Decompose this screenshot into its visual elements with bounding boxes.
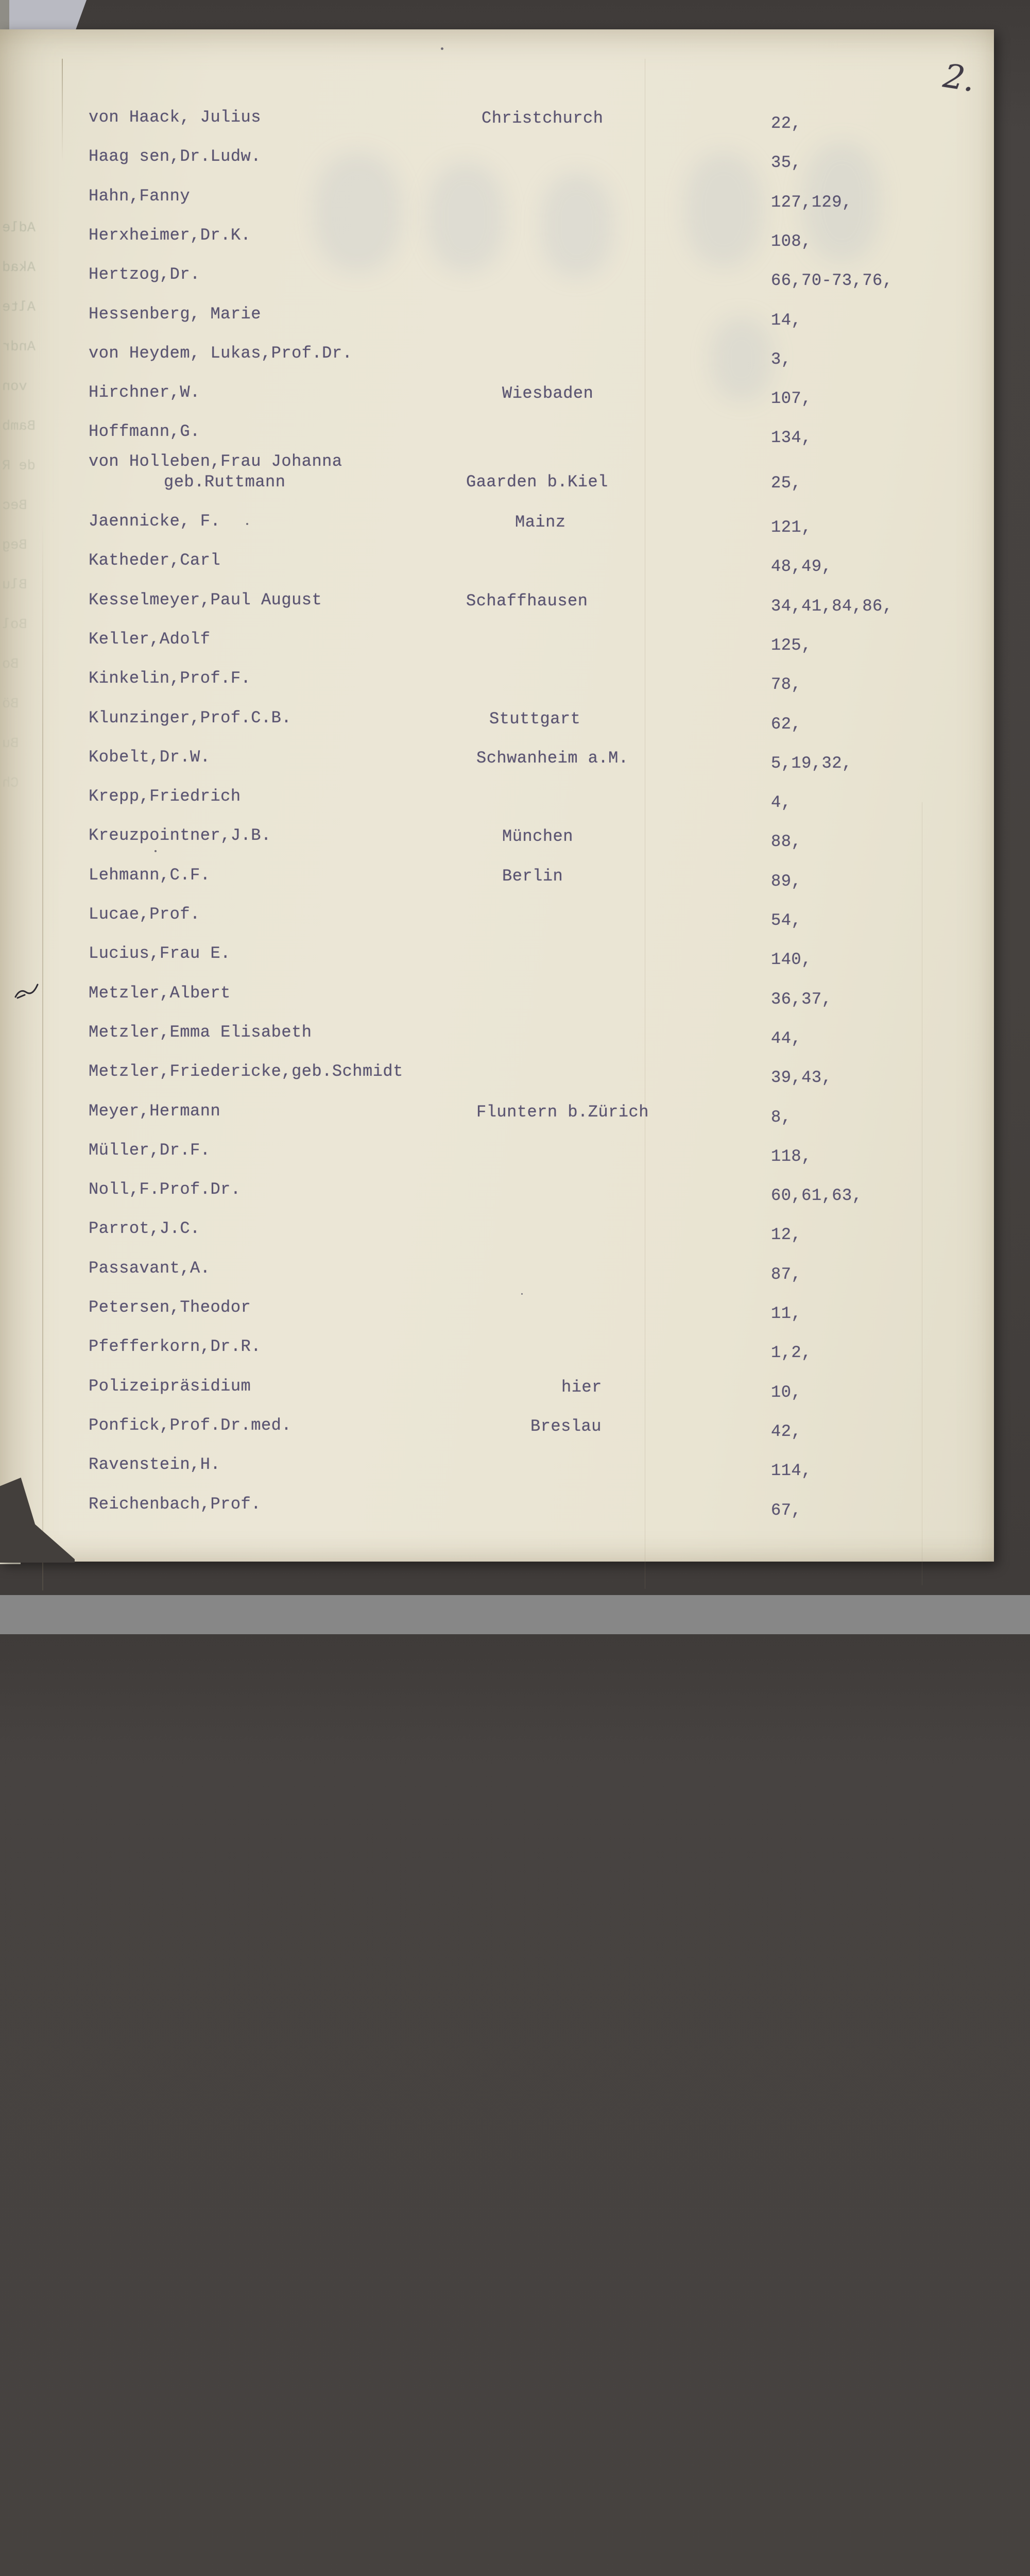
entry-name: Meyer,Hermann	[89, 1101, 221, 1121]
entry-name: Krepp,Friedrich	[89, 787, 241, 806]
bleedthrough-fragment: von	[2, 379, 27, 395]
entry-pages: 60,61,63,	[771, 1186, 863, 1206]
paper-crease	[42, 519, 43, 1590]
entry-pages: 4,	[771, 793, 792, 812]
entry-place: Wiesbaden	[502, 384, 594, 403]
entry-name: Metzler,Friedericke,geb.Schmidt	[89, 1062, 403, 1081]
entry-name: Polizeipräsidium	[89, 1376, 251, 1396]
bleedthrough-smudge	[541, 174, 613, 277]
entry-pages: 35,	[771, 153, 802, 173]
entry-place: Schaffhausen	[466, 591, 588, 611]
attribution-bar	[0, 1595, 1030, 1634]
bleedthrough-smudge	[314, 153, 402, 272]
entry-pages: 66,70-73,76,	[771, 271, 893, 291]
ink-speck	[154, 850, 157, 852]
entry-pages: 42,	[771, 1421, 802, 1441]
ink-speck	[246, 523, 248, 525]
bleedthrough-fragment: Bol	[2, 617, 27, 633]
entry-name: Hoffmann,G.	[89, 422, 200, 442]
entry-pages: 114,	[771, 1461, 812, 1481]
bleedthrough-fragment: Alte	[2, 300, 36, 315]
entry-name: Hertzog,Dr.	[89, 265, 200, 284]
entry-name: Metzler,Albert	[89, 983, 231, 1003]
entry-name: Ravenstein,H.	[89, 1455, 221, 1475]
entry-pages: 25,	[771, 473, 802, 493]
entry-pages: 3,	[771, 349, 792, 369]
entry-name: Hirchner,W.	[89, 383, 200, 402]
entry-pages: 125,	[771, 635, 812, 655]
bleedthrough-fragment: de R	[2, 459, 36, 474]
entry-name: Kinkelin,Prof.F.	[89, 669, 251, 688]
entry-name: Lucae,Prof.	[89, 905, 200, 924]
entry-pages: 67,	[771, 1500, 802, 1520]
bleedthrough-fragment: Bu	[2, 736, 19, 752]
entry-pages: 88,	[771, 832, 802, 852]
entry-name: von Holleben,Frau Johanna	[89, 452, 342, 471]
bleedthrough-fragment: Bo	[2, 657, 19, 672]
entry-name: von Haack, Julius	[89, 108, 261, 127]
entry-pages: 39,43,	[771, 1068, 832, 1088]
entry-pages: 34,41,84,86,	[771, 596, 893, 616]
entry-name: Passavant,A.	[89, 1258, 211, 1278]
entry-pages: 107,	[771, 389, 812, 409]
entry-name: Müller,Dr.F.	[89, 1140, 211, 1160]
bleedthrough-fragment: Bamb	[2, 419, 36, 434]
entry-name: Klunzinger,Prof.C.B.	[89, 708, 292, 727]
entry-place: Breslau	[530, 1416, 602, 1436]
bleedthrough-smudge	[711, 318, 772, 400]
entry-pages: 54,	[771, 911, 802, 930]
entry-name: Lucius,Frau E.	[89, 944, 231, 963]
entry-place: München	[502, 827, 573, 846]
entry-name: Kesselmeyer,Paul August	[89, 590, 322, 609]
entry-name: Kreuzpointner,J.B.	[89, 826, 271, 845]
entry-pages: 5,19,32,	[771, 753, 852, 773]
entry-name: Noll,F.Prof.Dr.	[89, 1180, 241, 1199]
entry-pages: 48,49,	[771, 557, 832, 577]
entry-pages: 62,	[771, 714, 802, 734]
entry-name: Jaennicke, F.	[89, 512, 221, 531]
bleedthrough-fragment: Bec	[2, 498, 27, 514]
bleedthrough-fragment: Ch	[2, 776, 19, 791]
entry-pages: 118,	[771, 1146, 812, 1166]
entry-pages: 36,37,	[771, 989, 832, 1009]
entry-place: hier	[561, 1377, 602, 1397]
entry-name: Hessenberg, Marie	[89, 304, 261, 324]
bleedthrough-smudge	[427, 163, 505, 272]
entry-pages: 127,129,	[771, 192, 852, 212]
entry-pages: 140,	[771, 950, 812, 970]
entry-name: Ponfick,Prof.Dr.med.	[89, 1415, 292, 1435]
entry-name: Herxheimer,Dr.K.	[89, 225, 251, 245]
entry-pages: 44,	[771, 1028, 802, 1048]
entry-name: Pfefferkorn,Dr.R.	[89, 1337, 261, 1357]
entry-pages: 87,	[771, 1264, 802, 1284]
entry-place: Fluntern b.Zürich	[476, 1102, 649, 1122]
scanned-page	[0, 29, 994, 1562]
ink-speck	[521, 1293, 523, 1295]
entry-pages: 14,	[771, 310, 802, 330]
entry-name: Petersen,Theodor	[89, 1298, 251, 1317]
entry-pages: 10,	[771, 1382, 802, 1402]
entry-pages: 8,	[771, 1107, 792, 1127]
ink-speck	[441, 47, 443, 50]
entry-name-line2: geb.Ruttmann	[164, 472, 286, 492]
entry-pages: 78,	[771, 675, 802, 694]
bleedthrough-fragment: Andr	[2, 340, 36, 355]
entry-pages: 108,	[771, 231, 812, 251]
handwritten-page-number: 2.	[940, 57, 978, 100]
ink-mark	[13, 980, 41, 1003]
entry-place: Mainz	[515, 513, 566, 532]
entry-place: Stuttgart	[489, 709, 581, 728]
entry-pages: 22,	[771, 114, 802, 133]
paper-crease	[62, 59, 63, 162]
entry-pages: 1,2,	[771, 1343, 812, 1363]
entry-name: Lehmann,C.F.	[89, 865, 211, 885]
entry-name: Katheder,Carl	[89, 551, 221, 570]
bleedthrough-fragment: Bö	[2, 697, 19, 712]
entry-name: Metzler,Emma Elisabeth	[89, 1022, 312, 1042]
entry-name: Keller,Adolf	[89, 629, 211, 649]
entry-place: Schwanheim a.M.	[476, 748, 629, 768]
entry-place: Christchurch	[482, 109, 604, 128]
entry-name: Reichenbach,Prof.	[89, 1494, 261, 1514]
bleedthrough-fragment: Beg	[2, 538, 27, 553]
entry-name: Hahn,Fanny	[89, 186, 191, 206]
entry-place: Gaarden b.Kiel	[466, 472, 608, 492]
bleedthrough-smudge	[685, 153, 762, 266]
entry-pages: 134,	[771, 428, 812, 448]
entry-name: von Heydem, Lukas,Prof.Dr.	[89, 343, 353, 363]
entry-pages: 121,	[771, 518, 812, 537]
bleedthrough-fragment: Akad	[2, 260, 36, 276]
entry-pages: 11,	[771, 1304, 802, 1323]
entry-name: Haag sen,Dr.Ludw.	[89, 147, 261, 166]
entry-name: Kobelt,Dr.W.	[89, 747, 211, 767]
entry-pages: 89,	[771, 871, 802, 891]
entry-name: Parrot,J.C.	[89, 1219, 200, 1239]
bleedthrough-fragment: Blu	[2, 578, 27, 593]
entry-pages: 12,	[771, 1225, 802, 1245]
entry-place: Berlin	[502, 866, 563, 886]
bleedthrough-fragment: Adle	[2, 221, 36, 236]
